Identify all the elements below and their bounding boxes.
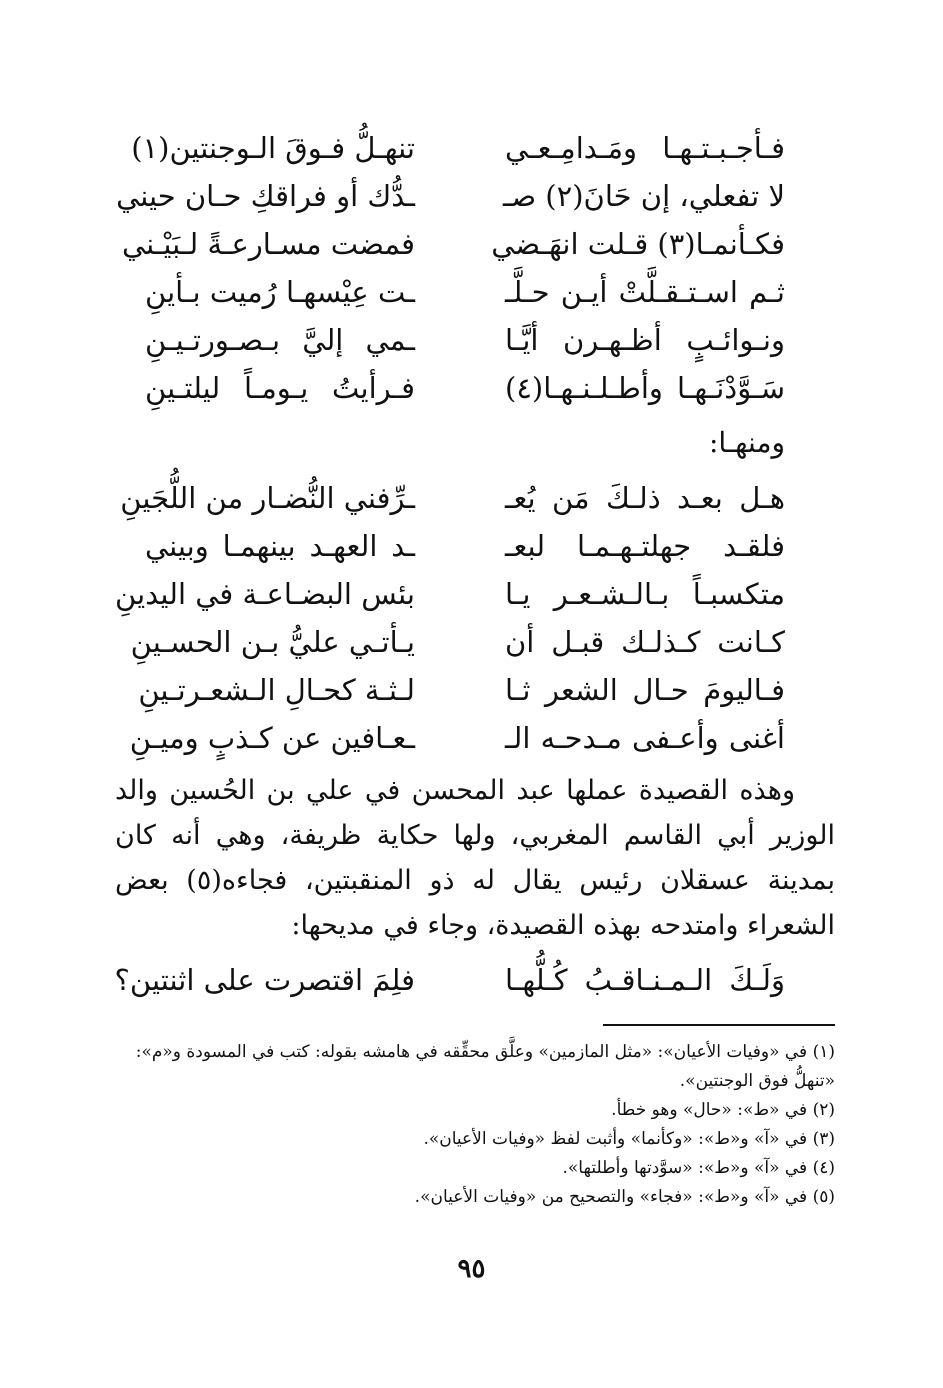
verse-second-hemistich: ـت عِيْسهـا رُميت بـأينِ — [145, 275, 415, 309]
footnote: (٢) في «ط»: «حال» وهو خطأ. — [611, 1100, 835, 1120]
verse-second-hemistich: ـدُّك أو فراقكِ حـان حيني — [116, 179, 415, 213]
verse-second-hemistich: لـثـة كحـالِ الـشعـرتـينِ — [138, 673, 415, 707]
verse-second-hemistich: تنهـلُّ فـوقَ الـوجنتين(١) — [131, 131, 415, 165]
verse-first-hemistich: متكسبـاً بـالـشـعـر يـا — [505, 577, 785, 611]
verse-second-hemistich: فلِمَ اقتصرت على اثنتين؟ — [114, 963, 415, 997]
verse-line — [120, 474, 785, 522]
footnotes — [105, 1038, 835, 1212]
verse-second-hemistich: ـد العهـد بينهمـا وبيني — [145, 529, 415, 563]
verse-line — [138, 666, 785, 714]
verse-line — [145, 522, 785, 570]
poem-group-2 — [115, 474, 785, 762]
footnote: (١) في «وفيات الأعيان»: «مثل المازمين» وعلَّق محقِّقه في هامشه بقوله: كتب في المسودة و«م»: «تنهلُّ فوق الوجنتين». — [135, 1042, 835, 1091]
verse-line — [130, 618, 785, 666]
verse-line — [116, 172, 785, 220]
verse-first-hemistich: سَـوَّدْنَـهـا وأطـلـنـهـا(٤) — [505, 371, 785, 405]
verse-line — [129, 714, 785, 762]
verse-second-hemistich: ـعـافين عن كـذبٍ وميـنِ — [129, 721, 415, 755]
page-number: ٩٥ — [457, 1254, 486, 1284]
verse-line — [145, 268, 785, 316]
prose-paragraph — [115, 768, 835, 948]
verse-line — [121, 220, 785, 268]
verse-second-hemistich: بئس البضـاعـة في اليدينِ — [115, 577, 415, 611]
verse-line — [131, 124, 785, 172]
verse-second-hemistich: ـرِّفني النُّضـار من اللُّجَينِ — [120, 481, 415, 515]
verse-first-hemistich: كـانت كـذلـك قبـل أن — [505, 625, 785, 659]
footnote: (٣) في «آ» و«ط»: «وكأنما» وأثبت لفظ «وفيات الأعيان». — [423, 1129, 835, 1149]
verse-first-hemistich: فكـأنمـا(٣) قـلت انهَـضي — [491, 227, 785, 261]
verse-first-hemistich: ونـوائـبٍ أظـهـرن أيَّـا — [505, 323, 785, 357]
verse-line — [115, 570, 785, 618]
section-subheading: ومنهـا: — [708, 426, 785, 459]
verse-line — [145, 364, 785, 412]
verse-line — [114, 956, 785, 1004]
final-verse — [114, 956, 785, 1004]
verse-first-hemistich: فـاليومَ حـال الشعر ثـا — [505, 673, 785, 707]
verse-line — [145, 316, 785, 364]
verse-second-hemistich: يـأتـي عليُّ بـن الحسـينِ — [130, 625, 415, 659]
verse-second-hemistich: ـمي إليَّ بـصـورتـيـنِ — [145, 323, 415, 357]
verse-second-hemistich: فمضت مسـارعـةً لـبَيْـني — [121, 227, 415, 261]
verse-second-hemistich: فـرأيتُ يـومـاً ليلتـينِ — [145, 371, 415, 405]
verse-first-hemistich: لا تفعلي، إن حَانَ(٢) صـ — [502, 179, 785, 213]
poem-group-1 — [116, 124, 785, 412]
footnote: (٤) في «آ» و«ط»: «سوَّدتها وأطلتها». — [562, 1158, 835, 1178]
footnote: (٥) في «آ» و«ط»: «فجاء» والتصحيح من «وفيات الأعيان». — [414, 1187, 835, 1207]
verse-first-hemistich: فلقـد جهلتـهـمـا لبعـ — [505, 529, 785, 563]
verse-first-hemistich: وَلَـكَ الـمـنـاقـبُ كُـلُّهـا — [505, 963, 785, 997]
verse-first-hemistich: أغنى وأعـفى مـدحـه الـ — [505, 721, 785, 755]
footnote-separator — [603, 1024, 835, 1026]
prose-text: وهذه القصيدة عملها عبد المحسن في علي بن الحُسين والد الوزير أبي القاسم المغربي، ولها حكاية ظريفة، وهي أنه كان بمدينة عسقلان رئيس يقال له ذو المنقبتين، فجاءه(٥) بعض الشعراء وامتدحه بهذه القصيدة، وجاء في مديحها: — [115, 775, 835, 941]
verse-first-hemistich: ثـم اسـتـقـلَّتْ أيـن حـلَّـ — [505, 275, 785, 309]
verse-first-hemistich: هـل بعـد ذلـكَ مَن يُعـ — [505, 481, 785, 515]
verse-first-hemistich: فـأجـبـتـهـا ومَـدامِـعـي — [505, 131, 785, 165]
